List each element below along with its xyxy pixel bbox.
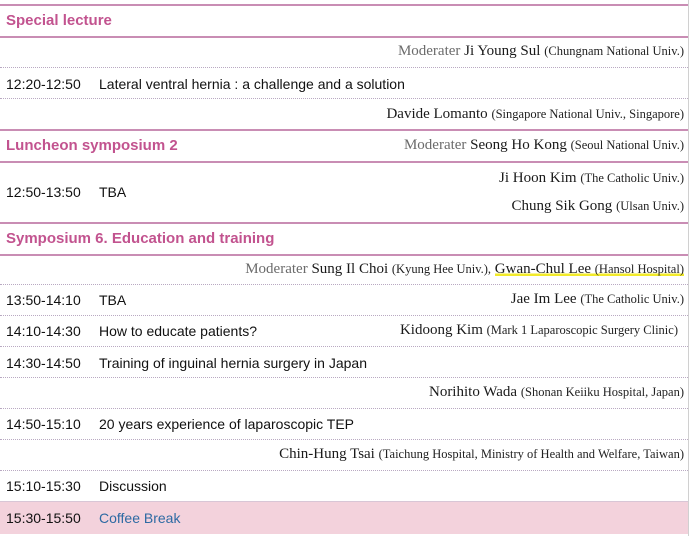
speaker-row [0, 384, 688, 406]
speaker-row [0, 446, 688, 468]
talk-time: 14:10-14:30 [6, 323, 81, 339]
divider [0, 36, 688, 38]
speaker-credit [279, 446, 684, 463]
speaker-name: Jae Im Lee [510, 291, 577, 307]
talk-time: 15:10-15:30 [6, 478, 81, 494]
speaker-affiliation: (Singapore National Univ., Singapore) [491, 107, 684, 121]
divider [0, 222, 688, 224]
divider [0, 254, 688, 256]
section-header-symposium6 [0, 230, 688, 252]
moderator-row [0, 261, 688, 283]
speaker-name: Chin-Hung Tsai [279, 446, 375, 462]
right-border [688, 0, 689, 536]
moderator-label: Moderater [403, 137, 467, 153]
divider [0, 4, 688, 6]
speaker-row [0, 106, 688, 128]
divider [0, 315, 688, 316]
moderator-credit [245, 261, 684, 278]
talk-title: How to educate patients? [99, 323, 257, 339]
moderator-name: Ji Young Sul [464, 43, 541, 59]
moderator-label: Moderater [397, 43, 461, 59]
divider [0, 284, 688, 285]
speaker-credit [400, 322, 678, 339]
talk-time: 14:30-14:50 [6, 355, 81, 371]
talk-row [0, 416, 688, 438]
moderator-affiliation: (Hansol Hospital) [594, 262, 684, 276]
divider [0, 161, 688, 163]
speaker-name: Davide Lomanto [386, 106, 488, 122]
divider [0, 346, 688, 347]
speaker-name: Norihito Wada [428, 384, 518, 400]
talk-title: TBA [99, 292, 127, 308]
talk-time: 12:50-13:50 [6, 184, 81, 200]
talk-row [0, 355, 688, 377]
talk-time: 12:20-12:50 [6, 76, 81, 92]
speaker-affiliation: (The Catholic Univ.) [580, 171, 684, 185]
moderator-name: Seong Ho Kong [470, 137, 567, 153]
moderator-name: Sung Il Choi [311, 261, 389, 277]
moderator-affiliation: (Seoul National Univ.) [570, 138, 684, 152]
divider [0, 408, 688, 409]
moderator-affiliation: (Kyung Hee Univ.), [391, 262, 492, 276]
talk-time: 13:50-14:10 [6, 292, 81, 308]
divider [0, 67, 688, 68]
speaker-affiliation: (Ulsan Univ.) [616, 199, 684, 213]
talk-title: TBA [99, 184, 127, 200]
speaker-credit [499, 170, 684, 187]
talk-row [0, 323, 688, 345]
section-title: Special lecture [6, 12, 112, 29]
divider [0, 377, 688, 378]
divider [0, 439, 688, 440]
speaker-credit [429, 384, 684, 401]
divider [0, 470, 688, 471]
moderator-row [0, 43, 688, 65]
speaker-affiliation: (Taichung Hospital, Ministry of Health and Welfare, Taiwan) [378, 447, 684, 461]
talk-row [0, 76, 688, 98]
speaker-name: Ji Hoon Kim [499, 170, 577, 186]
talk-title: Training of inguinal hernia surgery in Japan [99, 355, 367, 371]
section-header-special-lecture [0, 12, 688, 34]
speaker-affiliation: (Mark 1 Laparoscopic Surgery Clinic) [486, 323, 678, 337]
speaker-affiliation: (The Catholic Univ.) [580, 292, 684, 306]
moderator-name: Gwan-Chul Lee [494, 261, 592, 277]
section-header-luncheon [0, 137, 688, 159]
speaker-name: Chung Sik Gong [511, 198, 613, 214]
section-title: Luncheon symposium 2 [6, 137, 178, 154]
talk-title: Discussion [99, 478, 167, 494]
divider [0, 129, 688, 131]
moderator-label: Moderater [245, 261, 308, 277]
highlighted-moderator [495, 261, 684, 277]
moderator-affiliation: (Chungnam National Univ.) [544, 44, 684, 58]
speaker-name: Kidoong Kim [399, 322, 483, 338]
talk-time: 14:50-15:10 [6, 416, 81, 432]
divider [0, 98, 688, 99]
section-title: Symposium 6. Education and training [6, 230, 275, 247]
moderator-credit [404, 137, 684, 154]
speaker-credit [511, 291, 684, 308]
speaker-credit [511, 198, 684, 215]
coffee-break-row [0, 510, 688, 532]
coffee-time: 15:30-15:50 [6, 510, 81, 526]
talk-title: 20 years experience of laparoscopic TEP [99, 416, 354, 432]
coffee-title: Coffee Break [99, 510, 181, 526]
talk-row [0, 478, 688, 500]
talk-title: Lateral ventral hernia : a challenge and a solution [99, 76, 405, 92]
speaker-credit [386, 106, 684, 123]
talk-row [0, 168, 688, 222]
moderator-credit [398, 43, 684, 60]
speaker-affiliation: (Shonan Keiiku Hospital, Japan) [520, 385, 684, 399]
talk-row [0, 292, 688, 314]
